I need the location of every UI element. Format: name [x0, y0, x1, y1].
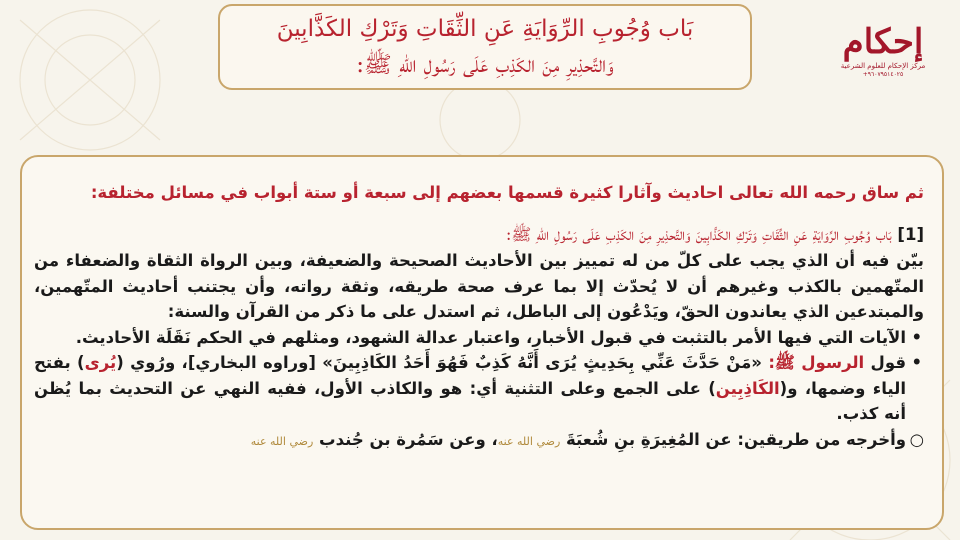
logo-number: +٩٦٠٧٩٥١٤٠٢٥: [862, 71, 904, 78]
title-line-2: وَالتَّحذِيرِ مِنَ الكَذِبِ عَلَى رَسُولِ اللهِ ﷺ:: [356, 52, 614, 78]
list-item-text-mid: ، وعن سَمُرة بن جُندب: [313, 429, 498, 449]
list-item: [34, 350, 906, 427]
section-heading-text: بَاب وُجُوبِ الرِّوَايَةِ عَنِ الثِّقَاتِ وَتَرْكِ الكَذَّابِينَ وَالتَّحذِيرِ مِنَ الكَذِبِ عَلَى رَسُولِ اللهِ ﷺ:: [505, 225, 892, 244]
section-number: [1]: [897, 225, 924, 244]
body-paragraph: بيّن فيه أن الذي يجب على كلّ من له تمييز بين الأحاديث الصحيحة والضعيفة، وبين الرواة الثقاة والضعفاء من المتّهمين بالكذب وغيرهم أن لا يُحدّث إلا بما عرف صحة طريقه، وثقة رواته، وأن يجتنب أحاديث المتّهمين، والمبتدعين الذي يعاندون الحقّ، ويَدْعُون إلى الباطل، ثم استدل على ما ذكر من القرآن والسنة:: [34, 251, 924, 321]
logo-subtitle: مركز الإحكام للعلوم الشرعية: [840, 62, 926, 70]
list-item-text-mid: ) بفتح الياء وضمها، و(: [34, 353, 906, 398]
hadith-text: «مَنْ حَدَّثَ عَنِّي بِحَدِيثٍ يُرَى أَنَّهُ كَذِبٌ فَهُوَ أَحَدُ الكَاذِبِينَ» [وراوه البخاري]، ورُوي (: [116, 353, 769, 372]
title-line-1: بَاب وُجُوبِ الرِّوَايَةِ عَنِ الثِّقَاتِ وَتَرْكِ الكَذَّابِينَ: [276, 16, 694, 42]
list-item-text-post: ) على الجمع وعلى التثنية أي: هو والكاذب الأول، ففيه النهي عن التحديث بما يُظن أنه كذب.: [34, 378, 906, 423]
list-item: [34, 427, 906, 455]
kadhibin-word: الكَاذِبِين: [715, 378, 780, 398]
logo-mark: إحكام: [842, 22, 924, 62]
list-item: [34, 325, 906, 351]
rasul-text: الرسول ﷺ:: [768, 353, 865, 372]
list-item-text: الآيات التي فيها الأمر بالتثبت في قبول الأخبار، واعتبار عدالة الشهود، ومثلهم في الحكم نَقَلَة الأحاديث.: [75, 327, 906, 347]
content: [34, 178, 924, 454]
section-heading: [34, 222, 924, 248]
evidence-list: [34, 325, 924, 455]
list-item-text-pre: قول: [864, 353, 907, 372]
title-box: [218, 4, 752, 90]
honorific-1: رضي الله عنه: [497, 434, 561, 448]
list-item-text-pre: وأخرجه من طريقين: عن المُغِيرَةِ بنِ شُعبَةَ: [560, 429, 906, 449]
logo: [838, 22, 928, 92]
yura-word: يُرى: [84, 353, 117, 372]
intro-text: ثم ساق رحمه الله تعالى احاديث وآثارا كثيرة قسمها بعضهم إلى سبعة أو ستة أبواب في مسائل مختلفة:: [90, 183, 924, 202]
honorific-2: رضي الله عنه: [250, 434, 314, 448]
